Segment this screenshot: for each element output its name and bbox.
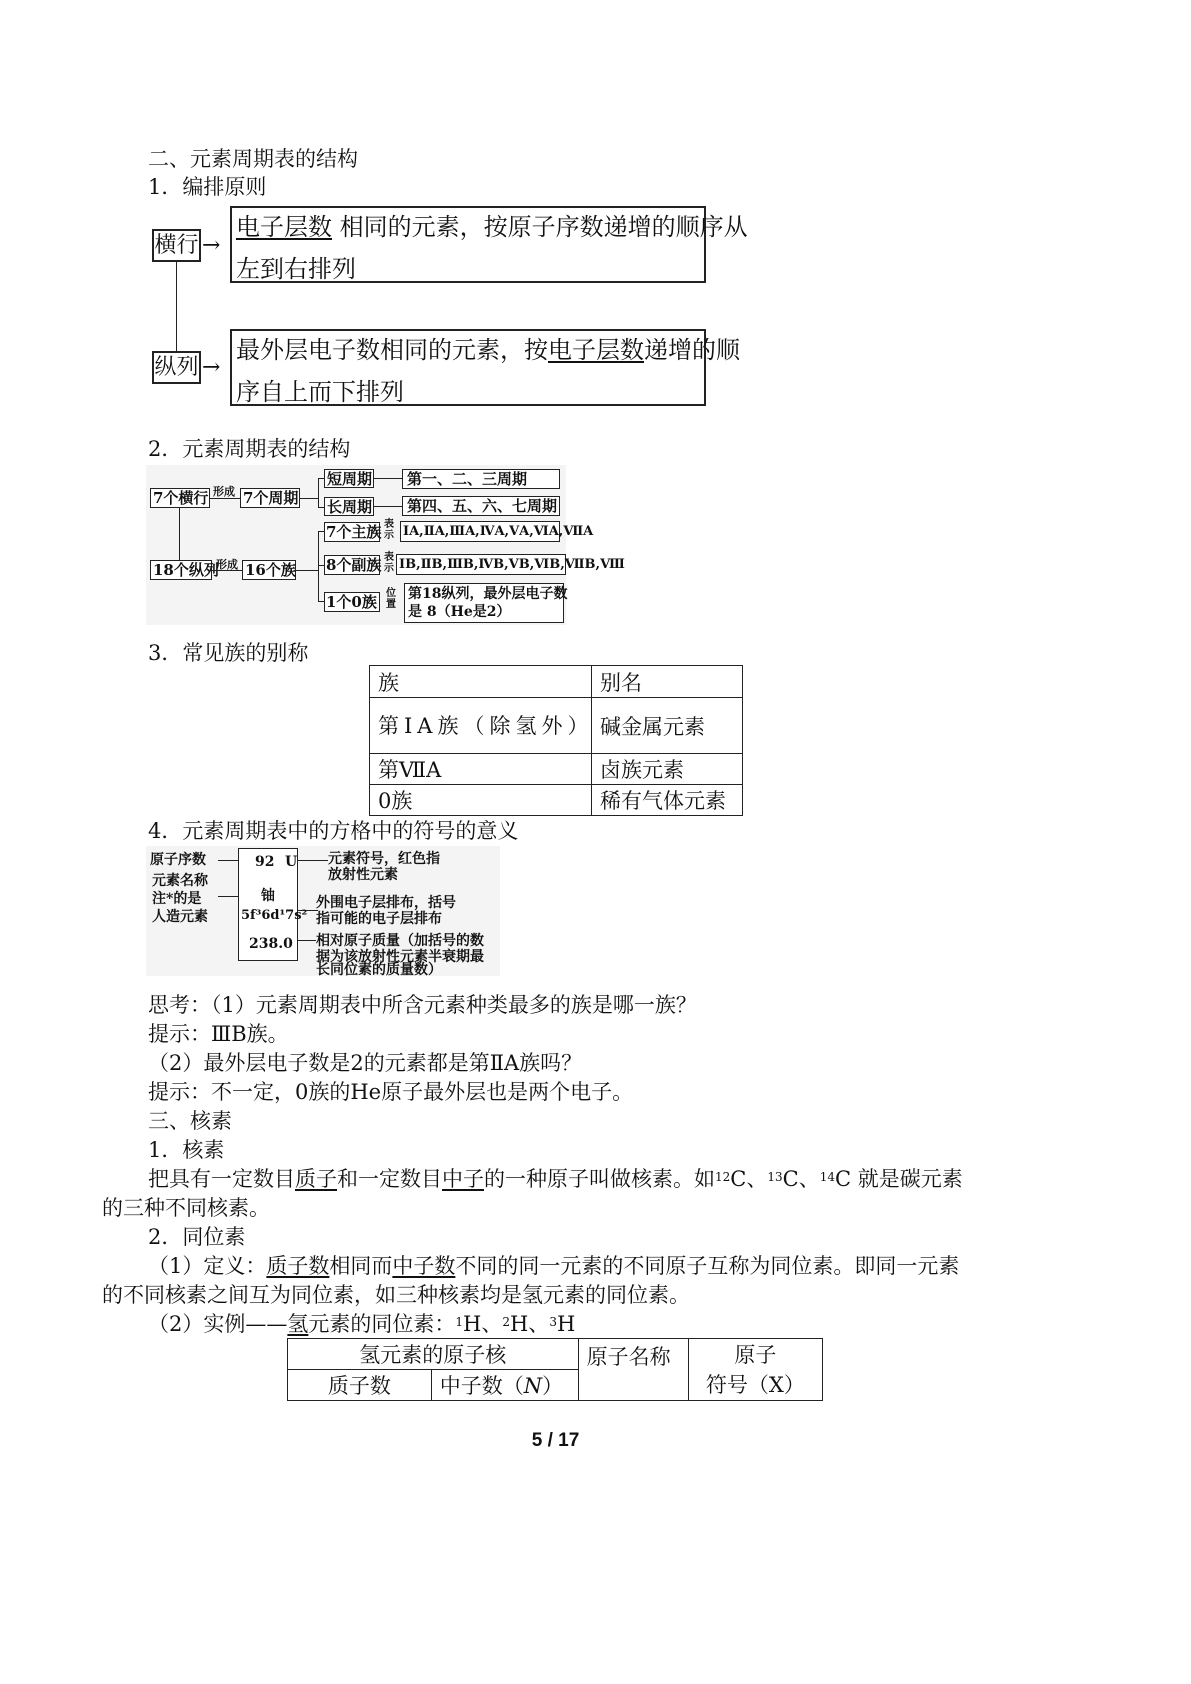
long-desc: 第四、五、六、七周期 bbox=[407, 497, 558, 515]
text: C 就是碳元素 bbox=[835, 1167, 963, 1191]
position-label: 位置 bbox=[386, 588, 396, 610]
row-label: 横行 bbox=[154, 233, 199, 258]
connector-line bbox=[374, 506, 402, 507]
mass-number: 2 bbox=[502, 1315, 510, 1329]
table-cell: 稀有气体元素 bbox=[592, 785, 743, 816]
page-number: 5 / 17 bbox=[531, 1430, 580, 1451]
zero-desc-2: 是 8（He是2） bbox=[408, 604, 511, 620]
row-rule-box bbox=[230, 206, 748, 283]
connector-line bbox=[298, 910, 318, 911]
config-note: 外围电子层排布，括号 bbox=[316, 895, 456, 911]
mass-number: 12 bbox=[715, 1170, 731, 1184]
connector-line bbox=[298, 860, 328, 861]
element-cell-diagram bbox=[146, 846, 500, 976]
subsection-title: 3．常见族的别称 bbox=[148, 641, 309, 665]
zero-desc-1: 第18纵列，最外层电子数 bbox=[408, 586, 568, 602]
row-label-box bbox=[152, 229, 201, 262]
row-text: 相同的元素，按原子序数递增的顺序从 bbox=[332, 213, 748, 241]
groups-box bbox=[242, 560, 296, 580]
subsection-title: 1．核素 bbox=[148, 1138, 225, 1162]
sub-desc: ⅠB,ⅡB,ⅢB,ⅣB,ⅤB,ⅥB,ⅦB,Ⅷ bbox=[399, 557, 625, 572]
text: H、 bbox=[509, 1312, 550, 1336]
underlined-term: 中子 bbox=[442, 1167, 484, 1191]
electron-config: 5f³6d¹7s² bbox=[241, 908, 308, 923]
isotope-example bbox=[148, 1311, 575, 1337]
mass-note: 相对原子质量（加括号的数 bbox=[316, 933, 484, 949]
col-text: 最外层电子数相同的元素，按 bbox=[236, 336, 548, 364]
nuclide-paragraph bbox=[148, 1166, 963, 1192]
connector-line bbox=[298, 940, 316, 941]
arrow-icon: → bbox=[202, 233, 221, 258]
element-name-label: 元素名称 bbox=[152, 873, 208, 889]
header-text: 原子 bbox=[734, 1342, 777, 1367]
mass-number: 1 bbox=[455, 1315, 464, 1329]
mass-number: 13 bbox=[767, 1170, 783, 1184]
header-text: N bbox=[523, 1374, 543, 1398]
table-header: 别名 bbox=[592, 666, 743, 698]
table-header: 质子数 bbox=[288, 1370, 432, 1401]
sub-group-box bbox=[324, 555, 380, 575]
main-label: 7个主族 bbox=[326, 523, 382, 541]
note-label: 注*的是 bbox=[152, 891, 202, 907]
table-header: 氢元素的原子核 bbox=[288, 1339, 579, 1370]
groups-label: 16个族 bbox=[245, 561, 296, 579]
table-header: 族 bbox=[370, 666, 592, 698]
structure-diagram bbox=[146, 465, 625, 625]
text: C、 bbox=[782, 1167, 820, 1191]
periods-label: 7个周期 bbox=[243, 489, 299, 507]
text: 不同的同一元素的不同原子互称为同位素。即同一元素 bbox=[455, 1254, 960, 1278]
periods-box bbox=[240, 488, 300, 508]
long-desc-box bbox=[402, 496, 560, 516]
col-text-2: 序自上而下排列 bbox=[236, 378, 404, 406]
symbol-note-2: 放射性元素 bbox=[328, 867, 398, 883]
col-rule-box bbox=[230, 329, 740, 406]
hint-2: 提示：不一定，0族的He原子最外层也是两个电子。 bbox=[148, 1080, 634, 1104]
represent-label: 表示 bbox=[384, 519, 394, 541]
table-cell: 碱金属元素 bbox=[592, 698, 743, 754]
table-header bbox=[431, 1370, 578, 1401]
table-header: 原子名称 bbox=[578, 1339, 688, 1401]
sub-desc-box bbox=[396, 554, 625, 575]
short-period-box bbox=[324, 469, 374, 488]
header-text: 中子数（ bbox=[439, 1374, 524, 1398]
connector-line bbox=[300, 498, 318, 499]
atomic-number-label: 原子序数 bbox=[150, 852, 206, 868]
nuclide-paragraph-2: 的三种不同核素。 bbox=[102, 1196, 270, 1220]
mass-note-3: 长同位素的质量数） bbox=[316, 962, 442, 978]
element-name: 铀 bbox=[261, 888, 275, 904]
isotope-table bbox=[287, 1338, 823, 1401]
element-cell bbox=[238, 848, 308, 961]
table-cell: 0族 bbox=[370, 785, 592, 816]
mass-number: 14 bbox=[819, 1170, 835, 1184]
text: 和一定数目 bbox=[337, 1167, 442, 1191]
mass-number: 3 bbox=[549, 1315, 557, 1329]
text: 元素的同位素： bbox=[308, 1312, 456, 1336]
subsection-title: 1．编排原则 bbox=[148, 175, 267, 199]
subsection-title: 2．元素周期表的结构 bbox=[148, 437, 351, 461]
underlined-term: 质子 bbox=[295, 1167, 337, 1191]
isotope-definition-2: 的不同核素之间互为同位素，如三种核素均是氢元素的同位素。 bbox=[102, 1283, 690, 1307]
zero-label: 1个0族 bbox=[326, 593, 377, 611]
table-row bbox=[370, 754, 743, 785]
symbol-note: 元素符号，红色指 bbox=[328, 851, 440, 867]
text: H、 bbox=[463, 1312, 503, 1336]
zero-group-box bbox=[324, 592, 380, 612]
main-desc: ⅠA,ⅡA,ⅢA,ⅣA,ⅤA,ⅥA,ⅦA bbox=[403, 524, 594, 539]
connector-line bbox=[374, 478, 402, 479]
atomic-mass: 238.0 bbox=[249, 936, 293, 952]
cols-box bbox=[150, 560, 219, 580]
atomic-number: 92 bbox=[255, 854, 275, 870]
think-question-2: （2）最外层电子数是2的元素都是第ⅡA族吗？ bbox=[148, 1051, 583, 1075]
connector-line bbox=[212, 570, 242, 571]
config-note-2: 指可能的电子层排布 bbox=[316, 911, 442, 927]
table-cell: 卤族元素 bbox=[592, 754, 743, 785]
hint-1: 提示：ⅢB族。 bbox=[148, 1022, 289, 1046]
think-question-1: 思考：（1）元素周期表中所含元素种类最多的族是哪一族？ bbox=[148, 993, 697, 1017]
text: 相同而 bbox=[329, 1254, 393, 1278]
text: H bbox=[556, 1312, 576, 1336]
subsection-title: 2．同位素 bbox=[148, 1225, 246, 1249]
col-underlined: 电子层数 bbox=[548, 336, 644, 364]
table-row bbox=[370, 698, 743, 754]
connector-line bbox=[318, 531, 319, 601]
header-text: 符号（X） bbox=[705, 1372, 805, 1397]
mass-note-2: 据为该放射性元素半衰期最 bbox=[316, 949, 484, 965]
table-header bbox=[688, 1339, 822, 1401]
zero-desc-box bbox=[404, 583, 568, 623]
section-title: 二、元素周期表的结构 bbox=[148, 147, 358, 171]
row-text-2: 左到右排列 bbox=[236, 255, 356, 283]
text: （2）实例—— bbox=[148, 1312, 288, 1336]
table-row bbox=[370, 785, 743, 816]
connector-line bbox=[318, 478, 319, 507]
isotope-definition bbox=[148, 1253, 959, 1279]
subsection-title: 4．元素周期表中的方格中的符号的意义 bbox=[148, 819, 519, 843]
rows-box bbox=[150, 488, 210, 508]
header-text: ） bbox=[542, 1374, 564, 1398]
table-cell: 第ⅠA族（除氢外） bbox=[370, 698, 592, 754]
group-alias-table bbox=[369, 665, 743, 816]
represent-label: 表示 bbox=[384, 552, 394, 574]
connector-line bbox=[218, 860, 238, 861]
underlined-term: 中子数 bbox=[392, 1254, 456, 1278]
main-desc-box bbox=[400, 521, 594, 542]
section-title: 三、核素 bbox=[148, 1109, 232, 1133]
connector-line bbox=[296, 570, 318, 571]
text: （1）定义： bbox=[148, 1254, 267, 1278]
text: C、 bbox=[730, 1167, 768, 1191]
col-text-b: 递增的顺 bbox=[644, 336, 740, 364]
short-label: 短周期 bbox=[327, 470, 373, 488]
row-underlined: 电子层数 bbox=[236, 213, 332, 241]
col-label: 纵列 bbox=[154, 355, 199, 380]
text: 的一种原子叫做核素。如 bbox=[484, 1167, 715, 1191]
short-desc: 第一、二、三周期 bbox=[407, 470, 528, 488]
short-desc-box bbox=[402, 469, 560, 489]
rows-label: 7个横行 bbox=[153, 489, 209, 507]
long-period-box bbox=[324, 497, 374, 516]
text: 把具有一定数目 bbox=[148, 1167, 295, 1191]
form-label: 形成 bbox=[213, 485, 235, 498]
underlined-term: 氢 bbox=[287, 1312, 309, 1336]
underlined-term: 质子数 bbox=[266, 1254, 330, 1278]
col-label-box bbox=[152, 351, 201, 384]
arrow-icon: → bbox=[202, 355, 221, 380]
sub-label: 8个副族 bbox=[326, 556, 382, 574]
table-cell: 第ⅦA bbox=[370, 754, 592, 785]
connector-line bbox=[176, 262, 177, 352]
connector-line bbox=[179, 508, 180, 560]
element-symbol: U bbox=[285, 854, 298, 870]
connector-line bbox=[210, 498, 240, 499]
note-label-2: 人造元素 bbox=[152, 909, 208, 925]
main-group-box bbox=[324, 522, 380, 542]
connector-line bbox=[218, 896, 238, 897]
long-label: 长周期 bbox=[327, 498, 373, 516]
cols-label: 18个纵列 bbox=[153, 561, 219, 579]
form-label: 形成 bbox=[216, 558, 238, 571]
